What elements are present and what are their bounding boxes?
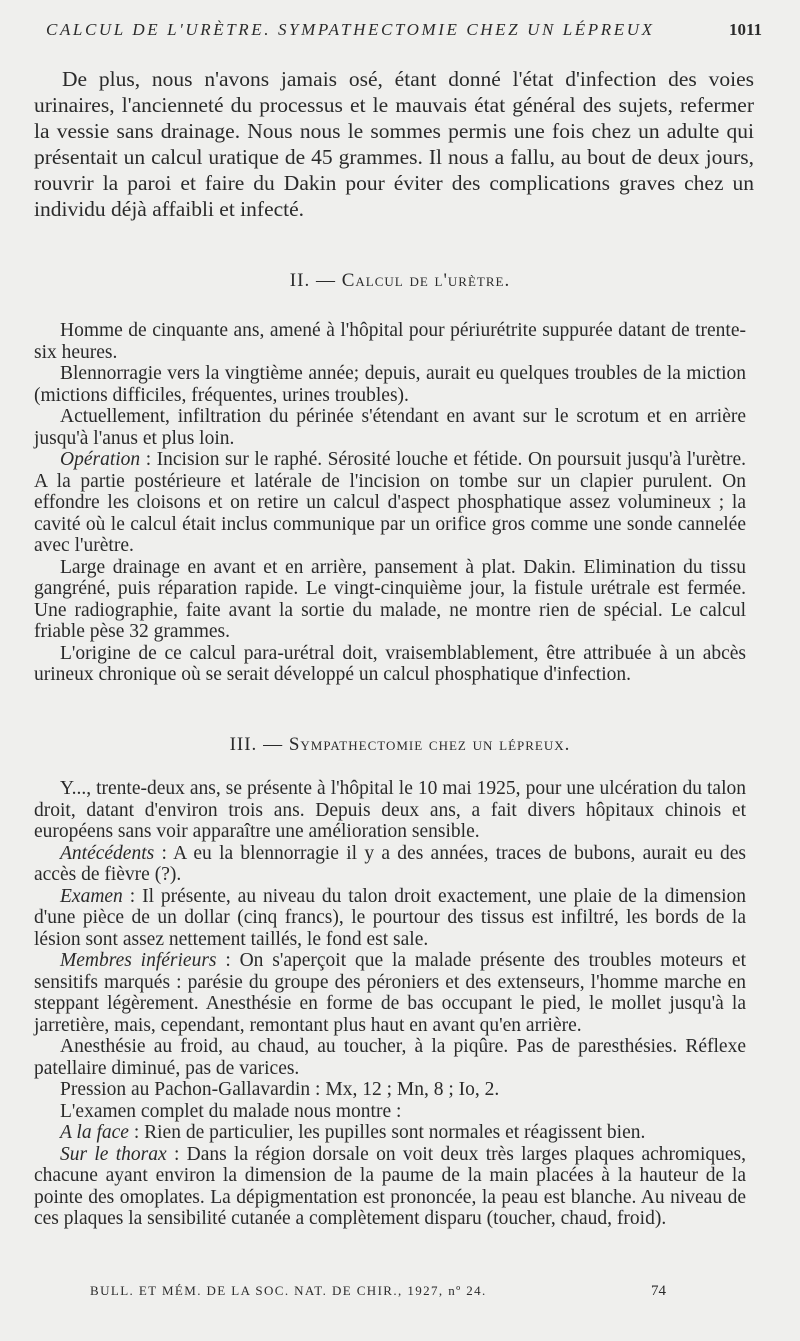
paragraph: L'examen complet du malade nous montre :	[60, 1100, 402, 1122]
paragraph-label: A la face	[60, 1122, 129, 1143]
section-3-dash: —	[263, 734, 284, 755]
paragraph	[34, 1122, 746, 1144]
section-3-title: Sympathectomie chez un lépreux.	[288, 734, 571, 755]
section-2-title: Calcul de l'urètre.	[341, 270, 511, 291]
intro-block	[34, 66, 754, 222]
paragraph-label: Examen	[60, 885, 123, 907]
paragraph	[34, 1144, 746, 1230]
paragraph: L'origine de ce calcul para-urétral doit, vraisemblablement, être attribuée à un abcès urineux chronique où se serait développé un calcul phosphatique d'infection.	[34, 642, 746, 685]
paragraph-text: : Incision sur le raphé. Sérosité louche et fétide. On poursuit jusqu'à l'urètre. A la partie postérieure et latérale de l'incision on tombe sur un clapier purulent. On effondre les cloisons et on retire un calcul d'aspect phosphatique assez volumineux ; la cavité où le calcul était inclus communique par un orifice gros comme une sonde cannelée avec l'urètre.	[34, 449, 746, 556]
signature-mark: 74	[651, 1283, 666, 1299]
paragraph: Anesthésie au froid, au chaud, au toucher, à la piqûre. Pas de paresthésies. Réflexe patellaire diminué, pas de varices.	[34, 1036, 746, 1079]
section-2-body	[34, 320, 746, 686]
paragraph: Large drainage en avant et en arrière, pansement à plat. Dakin. Elimination du tissu gangréné, puis réparation rapide. Le vingt-cinquième jour, la fistule urétrale est fermée. Une radiographie, faite avant la sortie du malade, ne montre rien de spécial. Le calcul friable pèse 32 grammes.	[34, 556, 746, 642]
paragraph	[34, 843, 746, 886]
paragraph: Blennorragie vers la vingtième année; depuis, aurait eu quelques troubles de la miction (mictions difficiles, fréquentes, urines troubles).	[34, 363, 746, 406]
paragraph: Actuellement, infiltration du périnée s'étendant en avant sur le scrotum et en arrière jusqu'à l'anus et plus loin.	[34, 406, 746, 449]
section-2-heading	[0, 270, 800, 292]
section-3-heading	[0, 734, 800, 756]
running-header	[46, 20, 762, 40]
running-title: CALCUL DE L'URÈTRE. SYMPATHECTOMIE CHEZ UN LÉPREUX	[46, 20, 655, 39]
paragraph-label: Antécédents	[60, 842, 155, 864]
paragraph	[34, 886, 746, 951]
section-2-number: II.	[289, 270, 311, 291]
paragraph-label: Sur le thorax	[60, 1143, 167, 1165]
page-number: 1011	[728, 20, 762, 39]
paragraph-text: : Dans la région dorsale on voit deux très larges plaques achromiques, chacune ayant environ la dimension de la paume de la main placées à la hauteur de la pointe des omoplates. La dépigmentation est prononcée, la peau est blanche. Au niveau de ces plaques la sensibilité cutanée a complètement disparu (toucher, chaud, froid).	[34, 1143, 746, 1229]
page-footer	[90, 1283, 690, 1299]
paragraph: Pression au Pachon-Gallavardin : Mx, 12 ; Mn, 8 ; Io, 2.	[60, 1079, 500, 1100]
section-3-number: III.	[229, 734, 258, 755]
paragraph-text: : A eu la blennorragie il y a des années, traces de bubons, aurait eu des accès de fièvre (?).	[34, 842, 746, 885]
paragraph-label: Opération	[60, 449, 141, 470]
paragraph	[34, 449, 746, 557]
paragraph	[34, 950, 746, 1036]
paragraph-label: Membres inférieurs	[60, 950, 217, 971]
paragraph: Y..., trente-deux ans, se présente à l'hôpital le 10 mai 1925, pour une ulcération du talon droit, datant d'environ trois ans. Depuis deux ans, a fait divers hôpitaux chinois et européens sans voir apparaître une amélioration sensible.	[34, 778, 746, 842]
paragraph: Homme de cinquante ans, amené à l'hôpital pour périurétrite suppurée datant de trente-six heures.	[34, 320, 746, 363]
intro-paragraph: De plus, nous n'avons jamais osé, étant donné l'état d'infection des voies urinaires, l'ancienneté du processus et le mauvais état général des sujets, refermer la vessie sans drainage. Nous nous le sommes permis une fois chez un adulte qui présentait un calcul uratique de 45 grammes. Il nous a fallu, au bout de deux jours, rouvrir la paroi et faire du Dakin pour éviter des complications graves chez un individu déjà affaibli et infecté.	[34, 67, 754, 221]
paragraph-text: : Il présente, au niveau du talon droit exactement, une plaie de la dimension d'une pièce de un dollar (cinq francs), le pourtour des tissus est infiltré, les bords de la lésion sont assez nettement taillés, le fond est sale.	[34, 885, 746, 950]
section-3-body	[34, 778, 746, 1230]
paragraph-text: : On s'aperçoit que la malade présente des troubles moteurs et sensitifs marqués : parésie du groupe des péroniers et des extenseurs, l'homme marche en steppant légèrement. Anesthésie en forme de bas occupant le pied, le mollet jusqu'à la jarretière, mais, cependant, remontant plus haut en avant qu'en arrière.	[34, 950, 746, 1036]
section-2-dash: —	[315, 270, 336, 291]
footer-citation: BULL. ET MÉM. DE LA SOC. NAT. DE CHIR., 1927, nº 24.	[90, 1283, 487, 1298]
paragraph-text: : Rien de particulier, les pupilles sont normales et réagissent bien.	[128, 1122, 646, 1143]
